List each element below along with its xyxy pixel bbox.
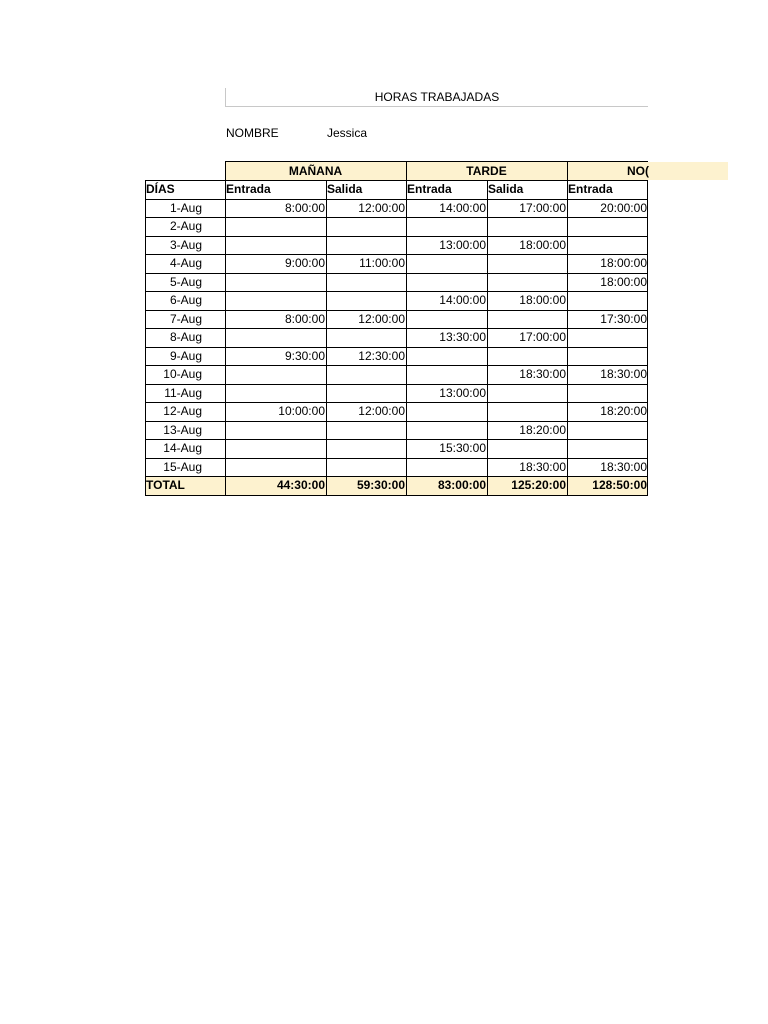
table-cell	[326, 291, 406, 310]
table-cell: 18:00:00	[600, 274, 647, 289]
row-line	[145, 476, 648, 477]
row-line	[145, 365, 648, 366]
group-night: NO(	[627, 164, 649, 178]
table-cell	[225, 328, 326, 347]
table-cell	[406, 310, 487, 329]
table-cell: 13:30:00	[439, 330, 486, 344]
table-cell	[326, 384, 406, 403]
name-value: Jessica	[327, 126, 368, 140]
row-line	[145, 347, 648, 348]
row-line	[145, 439, 648, 440]
table-cell	[326, 328, 406, 347]
table-cell	[567, 347, 648, 366]
table-cell: 20:00:00	[600, 200, 647, 215]
table-cell	[487, 347, 567, 366]
row-line	[145, 199, 648, 200]
table-cell	[567, 384, 648, 403]
group-col-line	[406, 161, 407, 495]
table-cell: 14:00:00	[439, 293, 486, 307]
table-cell: 12-Aug	[163, 404, 202, 418]
table-cell: 15-Aug	[163, 459, 202, 474]
table-cell: 17:00:00	[519, 200, 566, 215]
table-cell	[225, 236, 326, 255]
table-cell	[487, 402, 567, 421]
table-cell: 5-Aug	[169, 274, 202, 289]
table-cell: 18:00:00	[600, 256, 647, 270]
col-line	[145, 180, 146, 495]
table-cell: 13:00:00	[439, 237, 486, 252]
table-cell: 17:30:00	[600, 311, 647, 326]
table-cell: 9:00:00	[284, 256, 325, 270]
col-line	[487, 180, 488, 495]
table-cell: 8:00:00	[284, 311, 325, 326]
table-cell: 18:20:00	[519, 422, 566, 437]
table-cell	[326, 273, 406, 292]
table-cell	[567, 421, 648, 440]
table-cell: 4-Aug	[169, 256, 202, 270]
table-cell	[326, 439, 406, 458]
table-cell	[567, 217, 648, 236]
table-cell	[567, 328, 648, 347]
table-cell: 18:30:00	[600, 459, 647, 474]
row-line	[145, 291, 648, 292]
name-label: NOMBRE	[226, 126, 279, 140]
table-cell: 18:00:00	[519, 237, 566, 252]
table-cell: 9:30:00	[284, 348, 325, 363]
table-cell: 6-Aug	[169, 293, 202, 307]
table-cell: 8:00:00	[284, 200, 325, 215]
column-header-a_out: Salida	[488, 182, 524, 196]
table-cell	[406, 365, 487, 384]
col-line	[326, 180, 327, 495]
table-cell: 13-Aug	[163, 422, 202, 437]
col-line	[647, 180, 648, 495]
header-top-line	[145, 180, 648, 181]
total-cell-day: TOTAL	[146, 478, 185, 492]
table-cell: 13:00:00	[439, 385, 486, 400]
table-cell	[326, 458, 406, 477]
row-line	[145, 236, 648, 237]
row-line	[145, 310, 648, 311]
table-cell: 18:20:00	[600, 404, 647, 418]
column-header-day: DÍAS	[146, 182, 175, 196]
column-header-m_in: Entrada	[226, 182, 271, 196]
column-header-m_out: Salida	[327, 182, 363, 196]
table-cell	[225, 384, 326, 403]
table-cell: 11-Aug	[164, 385, 202, 400]
table-cell	[406, 254, 487, 273]
table-cell	[225, 458, 326, 477]
table-cell	[225, 217, 326, 236]
table-cell	[225, 273, 326, 292]
table-cell	[406, 273, 487, 292]
row-line	[145, 273, 648, 274]
total-cell-a_out: 125:20:00	[511, 478, 566, 492]
table-cell: 12:30:00	[358, 348, 405, 363]
table-cell: 11:00:00	[359, 256, 405, 270]
table-cell: 3-Aug	[169, 237, 202, 252]
sheet-title: HORAS TRABAJADAS	[225, 88, 648, 107]
row-line	[145, 402, 648, 403]
table-cell	[326, 421, 406, 440]
row-line	[145, 328, 648, 329]
row-line	[145, 458, 648, 459]
table-cell	[406, 217, 487, 236]
table-cell	[225, 439, 326, 458]
table-cell: 12:00:00	[358, 311, 405, 326]
table-cell	[225, 291, 326, 310]
table-cell	[487, 384, 567, 403]
table-cell: 12:00:00	[358, 404, 405, 418]
table-cell	[225, 421, 326, 440]
table-cell: 1-Aug	[169, 200, 202, 215]
table-cell: 18:30:00	[600, 367, 647, 381]
total-cell-a_in: 83:00:00	[437, 478, 486, 492]
column-header-a_in: Entrada	[407, 182, 452, 196]
table-cell	[487, 217, 567, 236]
table-cell: 10-Aug	[163, 367, 202, 381]
table-cell	[406, 421, 487, 440]
table-cell: 18:30:00	[519, 459, 566, 474]
table-cell	[487, 273, 567, 292]
row-line	[145, 217, 648, 218]
table-cell	[406, 347, 487, 366]
total-cell-m_in: 44:30:00	[276, 478, 325, 492]
table-cell	[567, 291, 648, 310]
table-cell	[487, 439, 567, 458]
table-cell	[406, 402, 487, 421]
row-line	[145, 254, 648, 255]
table-cell	[326, 365, 406, 384]
table-cell	[225, 365, 326, 384]
table-cell: 9-Aug	[169, 348, 202, 363]
total-cell-m_out: 59:30:00	[356, 478, 405, 492]
group-morning: MAÑANA	[288, 164, 343, 178]
table-cell	[326, 217, 406, 236]
table-cell: 10:00:00	[278, 404, 325, 418]
table-cell: 8-Aug	[169, 330, 202, 344]
row-line	[145, 421, 648, 422]
group-band-top-line	[225, 161, 648, 162]
table-cell	[487, 254, 567, 273]
table-cell: 15:30:00	[439, 441, 486, 455]
table-cell: 14:00:00	[439, 200, 486, 215]
row-line	[145, 384, 648, 385]
table-cell	[567, 439, 648, 458]
table-cell	[487, 310, 567, 329]
group-col-line	[567, 161, 568, 495]
table-cell	[567, 236, 648, 255]
table-cell: 14-Aug	[163, 441, 202, 455]
group-afternoon: TARDE	[466, 164, 507, 178]
column-header-n_in: Entrada	[568, 182, 613, 196]
table-cell: 18:00:00	[519, 293, 566, 307]
total-cell-n_in: 128:50:00	[592, 478, 647, 492]
table-cell: 18:30:00	[519, 367, 566, 381]
table-cell: 2-Aug	[169, 219, 202, 233]
table-cell	[326, 236, 406, 255]
table-cell: 7-Aug	[169, 311, 202, 326]
group-col-line	[225, 161, 226, 495]
table-cell: 12:00:00	[358, 200, 405, 215]
row-line	[145, 495, 648, 496]
table-cell	[406, 458, 487, 477]
table-cell: 17:00:00	[519, 330, 566, 344]
